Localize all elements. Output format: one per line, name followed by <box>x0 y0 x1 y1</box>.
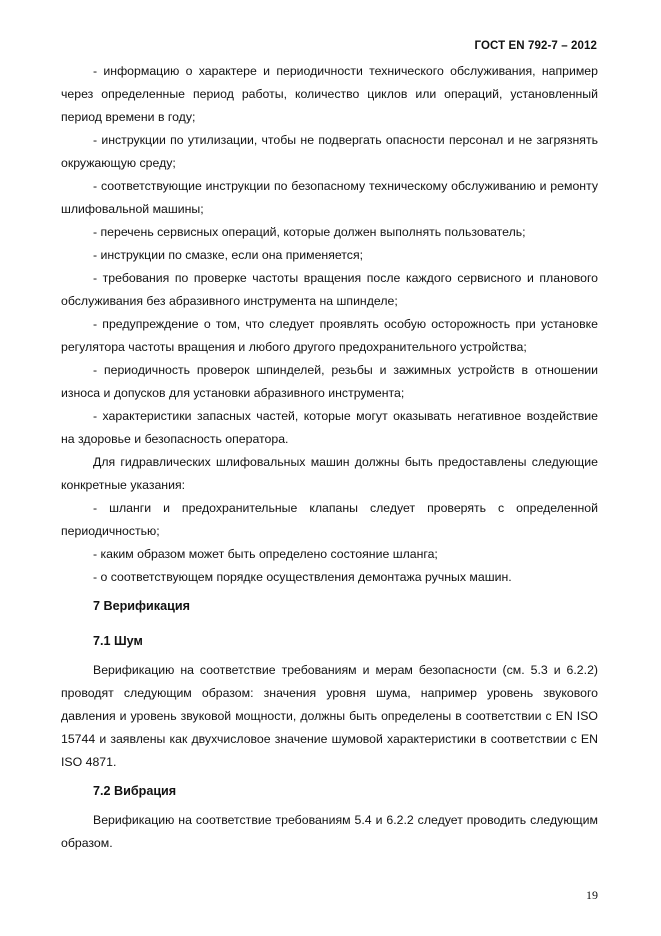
list-item: - каким образом может быть определено состояние шланга; <box>93 547 438 561</box>
list-item: - о соответствующем порядке осуществления демонтажа ручных машин. <box>93 570 512 584</box>
section-7-1-heading: 7.1 Шум <box>93 634 143 648</box>
list-item: - периодичность проверок шпинделей, резьбы и зажимных устройств в отношении износа и допусков для установки абразивного инструмента; <box>61 363 598 400</box>
list-item: - информацию о характере и периодичности технического обслуживания, например через определенные период работы, количество циклов или операций, установленный период времени в году; <box>61 64 598 124</box>
list-item: - перечень сервисных операций, которые должен выполнять пользователь; <box>93 225 526 239</box>
page-number: 19 <box>586 888 598 902</box>
list-item: - шланги и предохранительные клапаны следует проверять с определенной периодичностью; <box>61 501 598 538</box>
list-item: - инструкции по утилизации, чтобы не подвергать опасности персонал и не загрязнять окружающую среду; <box>61 133 598 170</box>
page-body <box>61 60 598 855</box>
list-item: - характеристики запасных частей, которые могут оказывать негативное воздействие на здоровье и безопасность оператора. <box>61 409 598 446</box>
list-item: - предупреждение о том, что следует проявлять особую осторожность при установке регулятора частоты вращения и любого другого предохранительного устройства; <box>61 317 598 354</box>
list-item: - требования по проверке частоты вращения после каждого сервисного и планового обслуживания без абразивного инструмента на шпинделе; <box>61 271 598 308</box>
section-7-1-text: Верификацию на соответствие требованиям и мерам безопасности (см. 5.3 и 6.2.2) проводят следующим образом: значения уровня шума, например уровень звукового давления и уровень звуковой мощности, должны быть определены в соответствии с EN ISO 15744 и заявлены как двухчисловое значение шумовой характеристики в соответствии с EN ISO 4871. <box>61 663 598 769</box>
section-7-heading: 7 Верификация <box>93 599 190 613</box>
document-header: ГОСТ EN 792-7 – 2012 <box>474 40 597 52</box>
section-7-2-text: Верификацию на соответствие требованиям 5.4 и 6.2.2 следует проводить следующим образом. <box>61 813 598 850</box>
list-item: - соответствующие инструкции по безопасному техническому обслуживанию и ремонту шлифовальной машины; <box>61 179 598 216</box>
list-item: - инструкции по смазке, если она применяется; <box>93 248 364 262</box>
section-7-2-heading: 7.2 Вибрация <box>93 784 177 798</box>
hydraulic-intro: Для гидравлических шлифовальных машин должны быть предоставлены следующие конкретные указания: <box>61 455 598 492</box>
